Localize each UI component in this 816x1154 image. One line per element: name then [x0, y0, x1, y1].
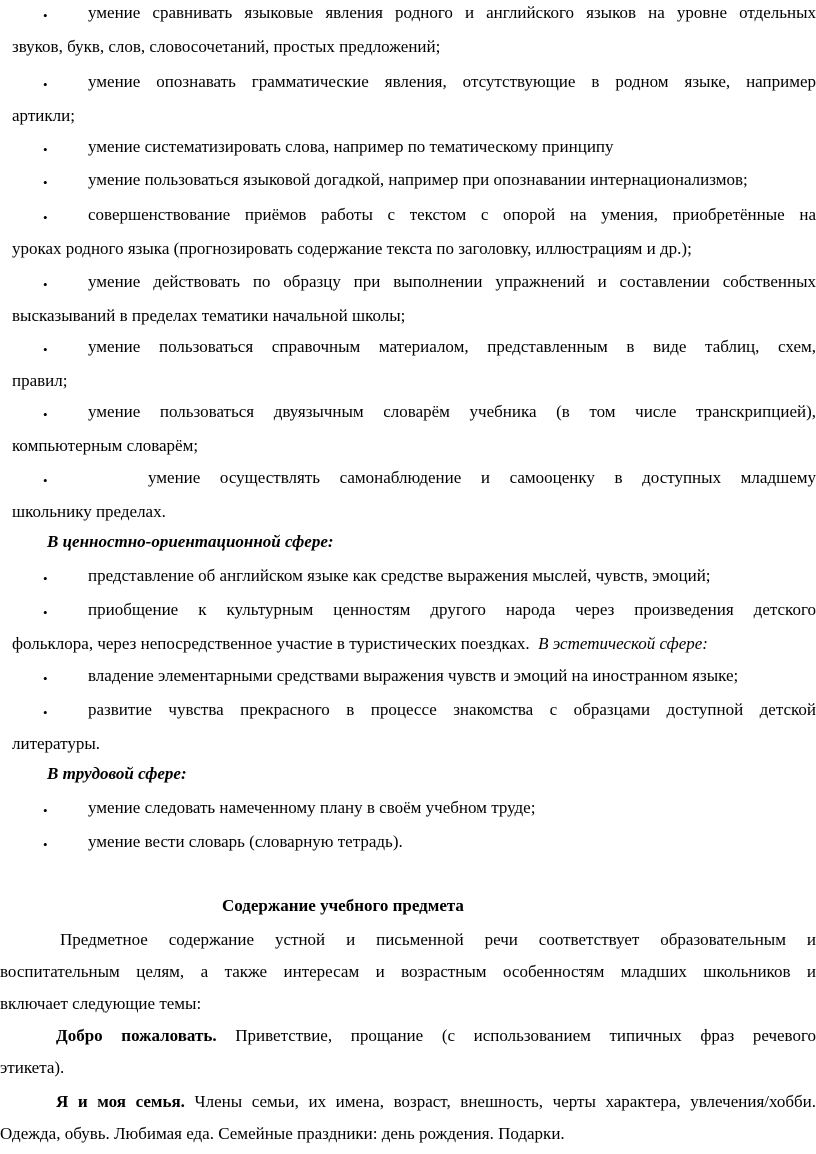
inline-subsection-heading: В эстетической сфере:: [538, 634, 708, 653]
list-item-text-continued: высказываний в пределах тематики начальной школы;: [12, 306, 406, 325]
topic-text: Приветствие, прощание (с использованием типичных фраз речевого: [235, 1026, 816, 1045]
list-item-text-continued: компьютерным словарём;: [12, 436, 199, 455]
list-item-text: умение опознавать грамматические явления, отсутствующие в родном языке, например: [88, 72, 816, 91]
bullet: •: [43, 671, 48, 686]
paragraph-line: Предметное содержание устной и письменной речи соответствует образовательным и: [60, 930, 816, 949]
list-item-text: умение осуществлять самонаблюдение и самооценку в доступных младшему: [148, 468, 816, 487]
list-item-text: умение сравнивать языковые явления родного и английского языков на уровне отдельных: [88, 3, 816, 22]
list-item-text-continued: артикли;: [12, 106, 75, 125]
bullet: •: [43, 837, 48, 852]
bullet: •: [43, 175, 48, 190]
list-item-text: умение пользоваться справочным материалом, представленным в виде таблиц, схем,: [88, 337, 816, 356]
list-item-text-continued: школьнику пределах.: [12, 502, 166, 521]
section-title: Содержание учебного предмета: [222, 896, 464, 915]
list-item-text-continued: [12, 634, 708, 654]
list-item-text-continued: правил;: [12, 371, 68, 390]
list-item-text: владение элементарными средствами выражения чувств и эмоций на иностранном языке;: [88, 666, 739, 685]
list-item-text-continued: звуков, букв, слов, словосочетаний, простых предложений;: [12, 37, 441, 56]
bullet: •: [43, 142, 48, 157]
list-item-text: совершенствование приёмов работы с текстом с опорой на умения, приобретённые на: [88, 205, 816, 224]
list-item-text: представление об английском языке как средстве выражения мыслей, чувств, эмоций;: [88, 566, 711, 585]
topic-title: Добро пожаловать.: [56, 1026, 217, 1045]
bullet: •: [43, 605, 48, 620]
topic-paragraph: [56, 1092, 816, 1112]
list-item-text: умение вести словарь (словарную тетрадь).: [88, 832, 403, 851]
bullet: •: [43, 407, 48, 422]
topic-paragraph-continued: этикета).: [0, 1058, 65, 1077]
list-item-text-plain: фольклора, через непосредственное участие в туристических поездках.: [12, 634, 530, 653]
subsection-heading: В ценностно-ориентационной сфере:: [47, 532, 334, 551]
bullet: •: [43, 803, 48, 818]
topic-title: Я и моя семья.: [56, 1092, 185, 1111]
bullet: •: [43, 705, 48, 720]
list-item-text: развитие чувства прекрасного в процессе знакомства с образцами доступной детской: [88, 700, 816, 719]
list-item-text-continued: уроках родного языка (прогнозировать содержание текста по заголовку, иллюстрациям и др.);: [12, 239, 692, 258]
topic-paragraph-continued: Одежда, обувь. Любимая еда. Семейные праздники: день рождения. Подарки.: [0, 1124, 565, 1143]
list-item-text-continued: литературы.: [12, 734, 101, 753]
bullet: •: [43, 473, 48, 488]
bullet: •: [43, 571, 48, 586]
paragraph-line: воспитательным целям, а также интересам и возрастным особенностям младших школьников и: [0, 962, 816, 981]
list-item-text: умение следовать намеченному плану в своём учебном труде;: [88, 798, 536, 817]
bullet: •: [43, 210, 48, 225]
bullet: •: [43, 277, 48, 292]
list-item-text: умение систематизировать слова, например по тематическому принципу: [88, 137, 614, 156]
list-item-text: умение действовать по образцу при выполнении упражнений и составлении собственных: [88, 272, 816, 291]
list-item-text: приобщение к культурным ценностям другого народа через произведения детского: [88, 600, 816, 619]
list-item-text: умение пользоваться двуязычным словарём учебника (в том числе транскрипцией),: [88, 402, 816, 421]
bullet: •: [43, 77, 48, 92]
bullet: •: [43, 342, 48, 357]
bullet: •: [43, 8, 48, 23]
topic-text: Члены семьи, их имена, возраст, внешность, черты характера, увлечения/хобби.: [194, 1092, 816, 1111]
topic-paragraph: [56, 1026, 816, 1046]
subsection-heading: В трудовой сфере:: [47, 764, 187, 783]
list-item-text: умение пользоваться языковой догадкой, например при опознавании интернационализмов;: [88, 170, 748, 189]
paragraph-line: включает следующие темы:: [0, 994, 202, 1013]
